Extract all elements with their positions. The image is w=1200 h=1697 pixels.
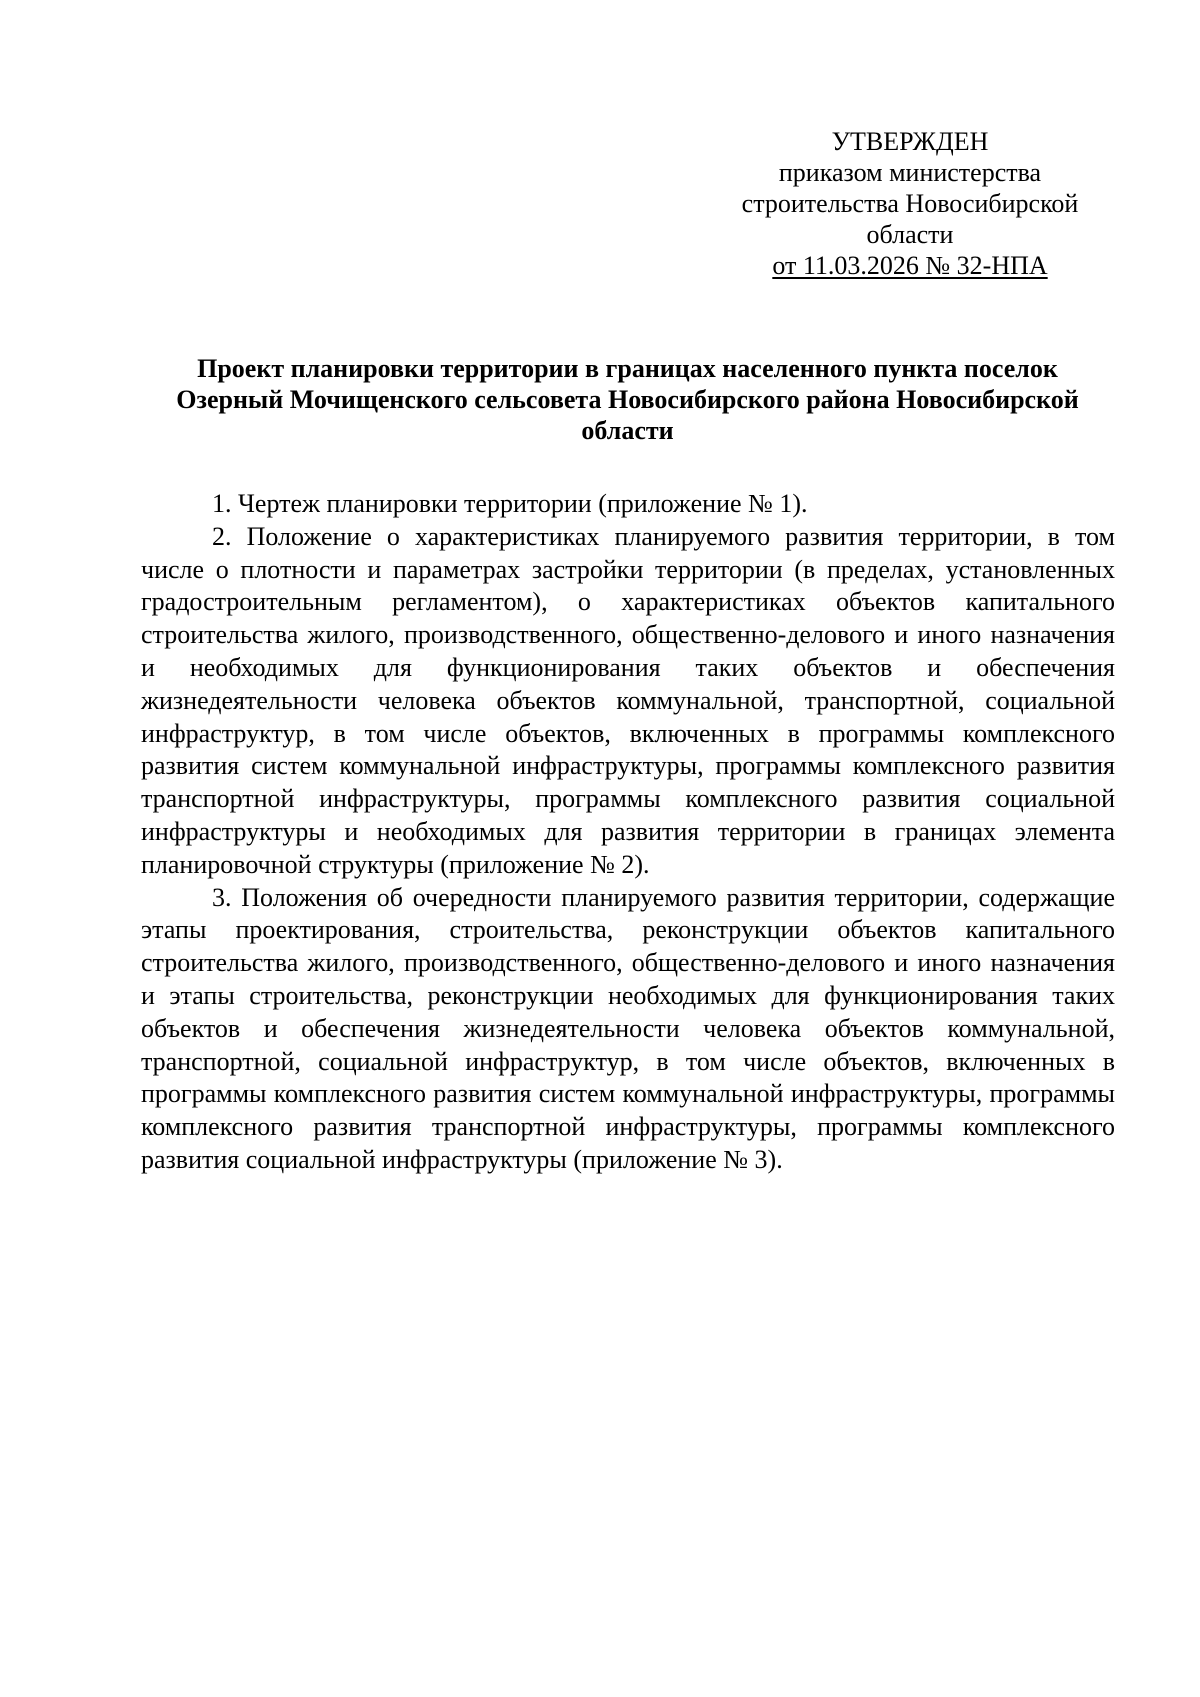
- approval-heading: УТВЕРЖДЕН: [831, 127, 989, 156]
- approval-order-line: приказом министерства: [778, 158, 1042, 187]
- approval-date-number: от 11.03.2026 № 32-НПА: [772, 251, 1048, 280]
- document-body: [141, 488, 1115, 1177]
- approval-region-line: области: [866, 220, 954, 249]
- title-line-3: области: [581, 416, 674, 445]
- title-line-2: Озерный Мочищенского сельсовета Новосибирского района Новосибирской: [176, 385, 1079, 414]
- list-item-2: 2. Положение о характеристиках планируемого развития территории, в том числе о плотности и параметрах застройки территории (в пределах, установленных градостроительным регламентом), о характеристиках объектов капитального строительства жилого, производственного, общественно-делового и иного назначения и необходимых для функционирования таких объектов и обеспечения жизнедеятельности человека объектов коммунальной, транспортной, социальной инфраструктур, в том числе объектов, включенных в программы комплексного развития систем коммунальной инфраструктуры, программы комплексного развития транспортной инфраструктуры, программы комплексного развития социальной инфраструктуры и необходимых для развития территории в границах элемента планировочной структуры (приложение № 2).: [141, 521, 1115, 879]
- list-item-3: 3. Положения об очередности планируемого развития территории, содержащие этапы проектирования, строительства, реконструкции объектов капитального строительства жилого, производственного, общественно-делового и иного назначения и этапы строительства, реконструкции необходимых для функционирования таких объектов и обеспечения жизнедеятельности человека объектов коммунальной, транспортной, социальной инфраструктур, в том числе объектов, включенных в программы комплексного развития систем коммунальной инфраструктуры, программы комплексного развития транспортной инфраструктуры, программы комплексного развития социальной инфраструктуры (приложение № 3).: [141, 882, 1115, 1174]
- title-line-1: Проект планировки территории в границах населенного пункта поселок: [197, 354, 1058, 383]
- list-item-1: 1. Чертеж планировки территории (приложение № 1).: [212, 489, 808, 518]
- approval-stamp: [720, 126, 1100, 281]
- document-title: [140, 353, 1115, 446]
- approval-ministry-line: строительства Новосибирской: [741, 189, 1079, 218]
